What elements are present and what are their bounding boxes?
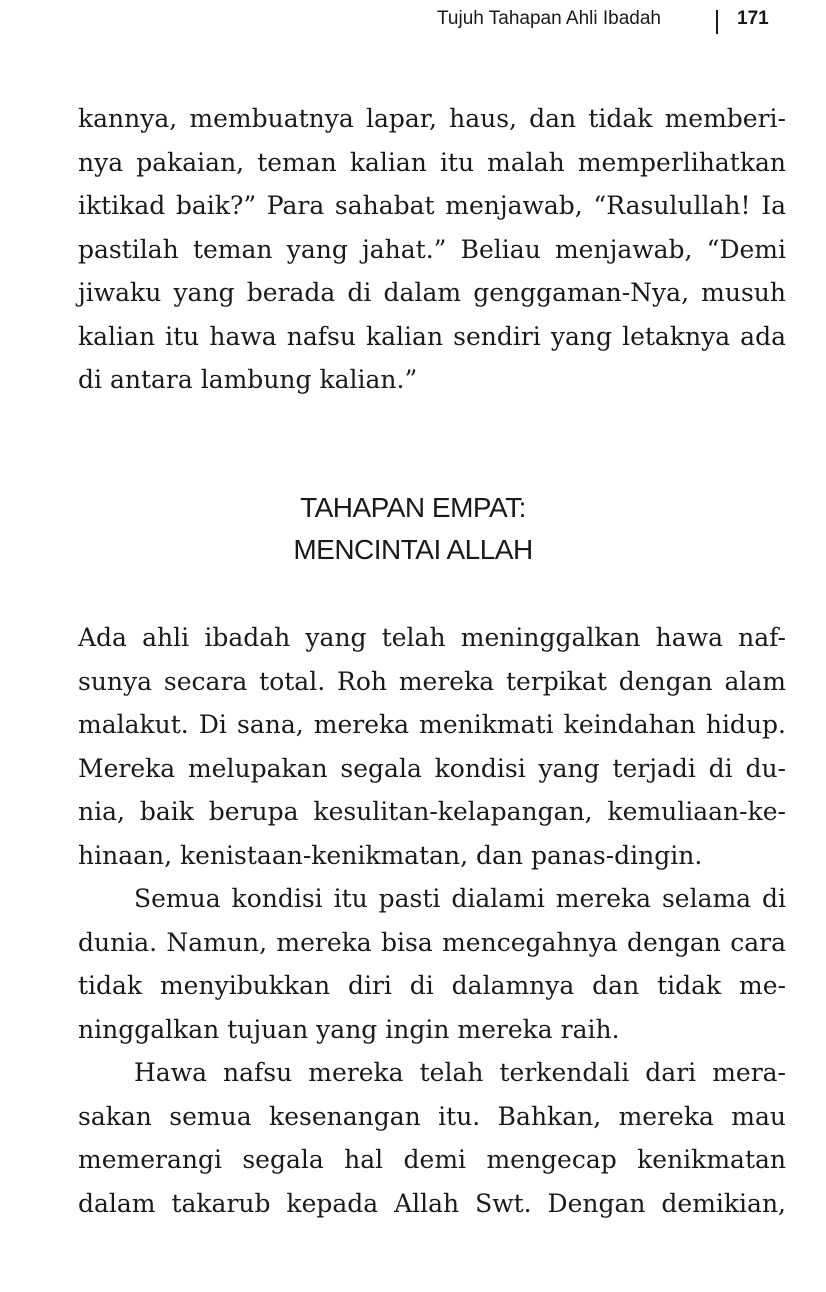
text-line: sakan semua kesenangan itu. Bahkan, mereka mau (78, 1101, 786, 1131)
paragraph-2 (78, 877, 786, 1051)
text-line: ninggalkan tujuan yang ingin mereka raih. (78, 1014, 620, 1044)
text-line: malakut. Di sana, mereka menikmati keindahan hidup. (78, 710, 786, 739)
text-line: memerangi segala hal demi mengecap kenikmatan (78, 1145, 786, 1174)
text-line: sunya secara total. Roh mereka terpikat dengan alam (78, 666, 786, 696)
text-line: jiwaku yang berada di dalam genggaman-Nya, musuh (78, 278, 786, 307)
text-line: Ada ahli ibadah yang telah meninggalkan hawa naf- (78, 623, 786, 652)
paragraph-1 (78, 616, 786, 877)
text-line: Semua kondisi itu pasti dialami mereka selama di (134, 884, 786, 913)
header-separator (716, 10, 718, 34)
top-paragraph (78, 97, 786, 402)
text-line: tidak menyibukkan diri di dalamnya dan tidak me- (78, 971, 786, 1000)
text-line: hinaan, kenistaan-kenikmatan, dan panas-dingin. (78, 840, 703, 870)
section-heading (0, 487, 826, 571)
text-line: di antara lambung kalian.” (78, 365, 418, 394)
text-line: kannya, membuatnya lapar, haus, dan tidak memberi- (78, 104, 786, 133)
section-heading-line2: MENCINTAI ALLAH (293, 534, 533, 565)
text-line: nya pakaian, teman kalian itu malah memperlihatkan (78, 147, 786, 177)
text-line: Hawa nafsu mereka telah terkendali dari mera- (134, 1058, 786, 1087)
section-heading-line1: TAHAPAN EMPAT: (300, 492, 526, 523)
text-line: iktikad baik?” Para sahabat menjawab, “Rasulullah! Ia (78, 191, 786, 220)
running-title: Tujuh Tahapan Ahli Ibadah (437, 8, 661, 29)
text-line: nia, baik berupa kesulitan-kelapangan, kemuliaan-ke- (78, 797, 786, 826)
text-line: dalam takarub kepada Allah Swt. Dengan demikian, (78, 1188, 786, 1218)
text-line: Mereka melupakan segala kondisi yang terjadi di du- (78, 753, 786, 783)
paragraph-3 (78, 1051, 786, 1225)
text-line: pastilah teman yang jahat.” Beliau menjawab, “Demi (78, 234, 786, 264)
text-line: kalian itu hawa nafsu kalian sendiri yang letaknya ada (78, 321, 786, 351)
text-line: dunia. Namun, mereka bisa mencegahnya dengan cara (78, 927, 786, 957)
page-number: 171 (737, 8, 769, 29)
page-header (0, 8, 826, 34)
